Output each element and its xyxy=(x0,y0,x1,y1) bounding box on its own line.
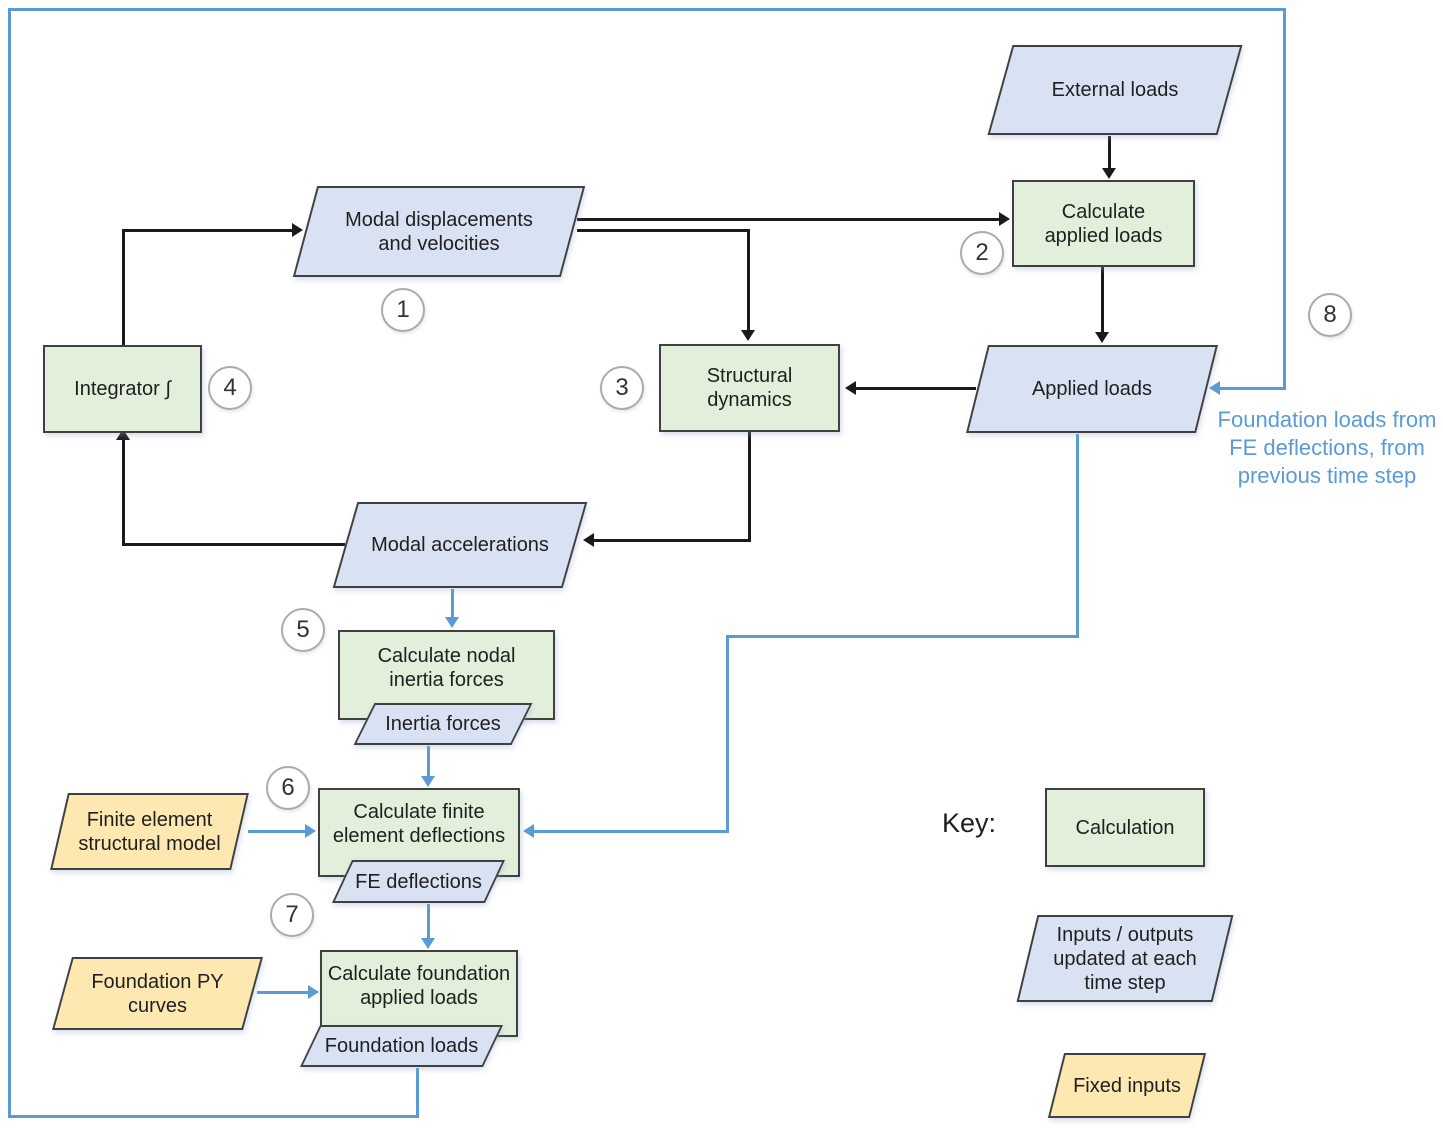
connector-inertia-to-calcfe xyxy=(427,746,430,778)
node-fe-deflections xyxy=(342,860,495,903)
connector-applied-to-calcfe-v1 xyxy=(1076,434,1079,637)
connector-femodel-to-calcfe xyxy=(248,830,306,833)
arrowhead xyxy=(308,985,319,999)
node-label: Modal accelerations xyxy=(371,534,549,556)
node-label: Calculate foundation applied loads xyxy=(327,963,511,1009)
node-label: Integrator ∫ xyxy=(74,378,171,400)
node-structural-dynamics xyxy=(659,344,840,432)
connector-foundationloads-loop-bottom xyxy=(8,1115,419,1118)
step-circle-7 xyxy=(270,893,314,937)
arrowhead xyxy=(1095,332,1109,343)
connector-structural-to-modalaccel-v xyxy=(748,432,751,542)
node-label: FE deflections xyxy=(355,870,482,893)
arrowhead xyxy=(305,824,316,838)
step-number: 1 xyxy=(396,296,410,323)
key-label: Inputs / outputs updated at each time step xyxy=(1053,923,1197,994)
connector-external-to-calcapplied xyxy=(1108,136,1111,170)
connector-structural-to-modalaccel-h xyxy=(594,539,751,542)
connector-calcapplied-to-applied xyxy=(1101,267,1104,333)
connector-foundationloads-loop-top xyxy=(8,8,1286,11)
connector-integrator-to-modaldisp-h xyxy=(122,229,293,232)
step-circle-3 xyxy=(600,366,644,410)
node-foundation-loads xyxy=(310,1025,493,1067)
step-circle-2 xyxy=(960,231,1004,275)
step-circle-5 xyxy=(281,608,325,652)
step-number: 3 xyxy=(615,374,629,401)
node-integrator xyxy=(43,345,202,433)
key-calculation-swatch xyxy=(1045,788,1205,867)
step-number: 6 xyxy=(281,774,295,801)
connector-foundationloads-loop-right xyxy=(1283,8,1286,389)
node-label: Calculate finite element deflections xyxy=(332,801,506,847)
node-label: Inertia forces xyxy=(385,713,501,735)
key-label: Fixed inputs xyxy=(1073,1074,1181,1097)
node-calculate-applied-loads xyxy=(1012,180,1195,267)
node-applied-loads xyxy=(977,345,1207,433)
node-inertia-forces xyxy=(364,703,522,745)
connector-applied-to-calcfe-h1 xyxy=(726,635,1079,638)
connector-modaldisp-to-calcapplied xyxy=(577,218,999,221)
arrowhead xyxy=(292,223,303,237)
step-circle-4 xyxy=(208,366,252,410)
node-external-loads xyxy=(1000,45,1230,135)
step-number: 4 xyxy=(223,374,237,401)
connector-foundationpy-to-calcfoundation xyxy=(257,991,310,994)
step-circle-6 xyxy=(266,766,310,810)
key-title: Key: xyxy=(942,808,997,838)
step-circle-8 xyxy=(1308,293,1352,337)
node-label: Foundation PY curves xyxy=(91,970,224,1017)
step-number: 5 xyxy=(296,616,310,643)
arrowhead xyxy=(523,824,534,838)
connector-foundationloads-loop-v1 xyxy=(416,1068,419,1118)
step-circle-1 xyxy=(381,288,425,332)
arrowhead xyxy=(1102,168,1116,179)
node-label: Finite element structural model xyxy=(78,808,221,855)
connector-applied-to-structural xyxy=(856,387,976,390)
arrowhead xyxy=(421,938,435,949)
node-modal-accelerations xyxy=(345,502,575,588)
connector-modaldisp-to-structural-h xyxy=(577,229,750,232)
arrowhead xyxy=(741,330,755,341)
step-number: 8 xyxy=(1323,301,1337,328)
node-modal-displacements xyxy=(305,186,573,277)
arrowhead xyxy=(999,212,1010,226)
connector-integrator-to-modaldisp-v xyxy=(122,230,125,346)
arrowhead xyxy=(421,776,435,787)
connector-applied-to-calcfe-h2 xyxy=(534,830,729,833)
node-calculate-foundation-applied-loads xyxy=(320,950,518,1037)
step-number: 2 xyxy=(975,239,989,266)
node-label: Calculate nodal inertia forces xyxy=(377,645,516,691)
step-number: 7 xyxy=(285,901,299,928)
arrowhead xyxy=(445,617,459,628)
arrowhead xyxy=(845,381,856,395)
node-label: Structural dynamics xyxy=(706,365,793,411)
connector-foundationloads-loop-into-applied xyxy=(1220,387,1286,390)
connector-applied-to-calcfe-v2 xyxy=(726,635,729,832)
connector-modalaccel-to-calcnodal xyxy=(451,589,454,619)
connector-modalaccel-to-integrator-h xyxy=(123,543,345,546)
connector-modaldisp-to-structural-v xyxy=(747,229,750,332)
node-finite-element-structural-model xyxy=(59,793,240,870)
key-io-swatch xyxy=(1027,915,1223,1002)
node-label: Foundation loads xyxy=(324,1035,479,1057)
key-fixed-swatch xyxy=(1056,1053,1198,1118)
key-label: Calculation xyxy=(1075,816,1175,839)
node-label: Calculate applied loads xyxy=(1044,200,1163,247)
node-label: Modal displacements and velocities xyxy=(345,208,533,255)
node-label: External loads xyxy=(1051,79,1179,101)
annotation-foundation-loads: Foundation loads from FE deflections, from previous time step xyxy=(1217,407,1437,489)
node-label: Applied loads xyxy=(1031,378,1153,400)
arrowhead xyxy=(1209,381,1220,395)
node-foundation-py-curves xyxy=(62,957,253,1030)
connector-fedefl-to-calcfoundation xyxy=(427,904,430,940)
arrowhead xyxy=(583,533,594,547)
connector-modalaccel-to-integrator-v xyxy=(122,440,125,546)
connector-foundationloads-loop-left xyxy=(8,8,11,1118)
